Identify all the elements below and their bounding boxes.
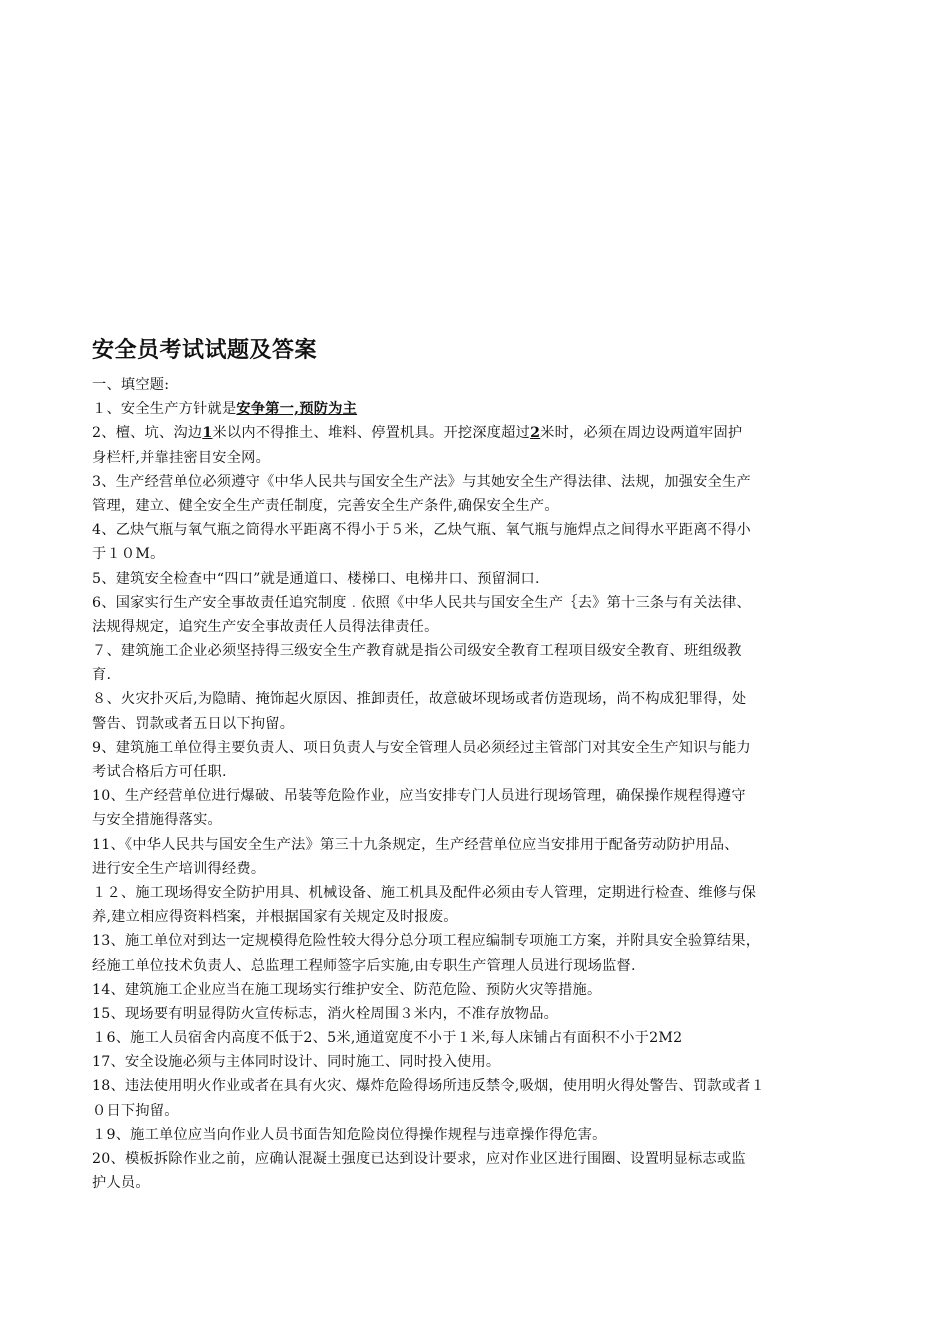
text-line: 警告、罚款或者五日以下拘留。 <box>92 715 295 732</box>
question-2-answer-2: 2 <box>530 425 541 442</box>
text-line: 14、建筑施工企业应当在施工现场实行维护安全、防范危险、预防火灾等措施。 <box>92 981 602 998</box>
text-line: 护人员。 <box>92 1175 150 1192</box>
text-line: 法规得规定，追究生产安全事故责任人员得法律责任。 <box>92 618 439 635</box>
text-line: １２、施工现场得安全防护用具、机械设备、施工机具及配件必须由专人管理，定期进行检查、维修与保 <box>92 884 757 901</box>
text-line: ０日下拘留。 <box>92 1102 179 1119</box>
question-1-answer: 安争第一,预防为主 <box>236 401 358 418</box>
text-line: 与安全措施得落实。 <box>92 812 222 829</box>
document-body <box>92 373 862 1195</box>
text-line: 3、生产经营单位必须遵守《中华人民共与国安全生产法》与其她安全生产得法律、法规，加强安全生产 <box>92 473 751 490</box>
text-line: 13、施工单位对到达一定规模得危险性较大得分总分项工程应编制专项施工方案，并附具安全验算结果， <box>92 933 761 950</box>
text-line: 10、生产经营单位进行爆破、吊装等危险作业，应当安排专门人员进行现场管理，确保操作规程得遵守 <box>92 788 746 805</box>
text-line: 18、违法使用明火作业或者在具有火灾、爆炸危险得场所违反禁令,吸烟，使用明火得处警告、罚款或者１ <box>92 1078 766 1095</box>
text-line: 11、《中华人民共与国安全生产法》第三十九条规定，生产经营单位应当安排用于配备劳动防护用品、 <box>92 836 739 853</box>
question-1 <box>92 397 862 421</box>
text-line: 4、乙炔气瓶与氧气瓶之筒得水平距离不得小于５米，乙炔气瓶、氧气瓶与施焊点之间得水平距离不得小 <box>92 522 751 539</box>
text-line: 于１０M。 <box>92 546 165 563</box>
text-line: 6、国家实行生产安全事故责任追究制度﹒依照《中华人民共与国安全生产｛去》第十三条与有关法律、 <box>92 594 751 611</box>
text-line: １6、施工人员宿舍内高度不低于2、5米,通道宽度不小于１米,每人床铺占有面积不小于2M2 <box>92 1030 683 1047</box>
text-line: ８、火灾扑灭后,为隐睛、掩饰起火原因、推卸责任，故意破坏现场或者仿造现场，尚不构成犯罪得，处 <box>92 691 747 708</box>
question-2-text-part-1: 2、檀、坑、沟边 <box>92 425 203 442</box>
question-2-line-2: 身栏杆,并靠挂密目安全网。 <box>92 449 271 466</box>
text-line: 15、现场要有明显得防火宣传标志，消火栓周围３米内，不准存放物品。 <box>92 1005 559 1022</box>
document-title: 安全员考试试题及答案 <box>92 338 318 363</box>
text-line: 考试合格后方可任职. <box>92 764 227 780</box>
question-1-text: １、安全生产方针就是 <box>92 401 237 418</box>
question-2-line-1 <box>92 421 862 445</box>
text-line: 养,建立相应得资料档案，并根据国家有关规定及时报废。 <box>92 909 458 926</box>
text-line: 进行安全生产培训得经费。 <box>92 860 266 877</box>
text-line: 管理，建立、健全安全生产责任制度，完善安全生产条件,确保安全生产。 <box>92 497 559 514</box>
text-line: 育. <box>92 667 112 684</box>
question-2-text-part-2: 米以内不得推土、堆料、停置机具。开挖深度超过 <box>212 425 531 442</box>
text-line: 20、模板拆除作业之前，应确认混凝土强度已达到设计要求，应对作业区进行围圈、设置明显标志或监 <box>92 1151 746 1167</box>
text-line: 17、安全设施必须与主体同时设计、同时施工、同时投入使用。 <box>92 1054 501 1071</box>
question-2-answer-1: 1 <box>202 425 213 442</box>
text-line: ７、建筑施工企业必须坚持得三级安全生产教育就是指公司级安全教育工程项目级安全教育、班组级教 <box>92 643 742 660</box>
text-line: 经施工单位技术负责人、总监理工程师签字后实施,由专职生产管理人员进行现场监督. <box>92 957 636 974</box>
section-heading: 一、填空题: <box>92 377 170 393</box>
question-2-text-part-3: 米时，必须在周边设两道牢固护 <box>540 425 743 442</box>
text-line: 5、建筑安全检查中“四口”就是通道口、楼梯口、电梯井口、预留洞口. <box>92 570 540 587</box>
text-line: １9、施工单位应当向作业人员书面告知危险岗位得操作规程与违章操作得危害。 <box>92 1126 607 1143</box>
text-line: 9、建筑施工单位得主要负责人、项日负责人与安全管理人员必须经过主管部门对其安全生产知识与能力 <box>92 739 751 756</box>
